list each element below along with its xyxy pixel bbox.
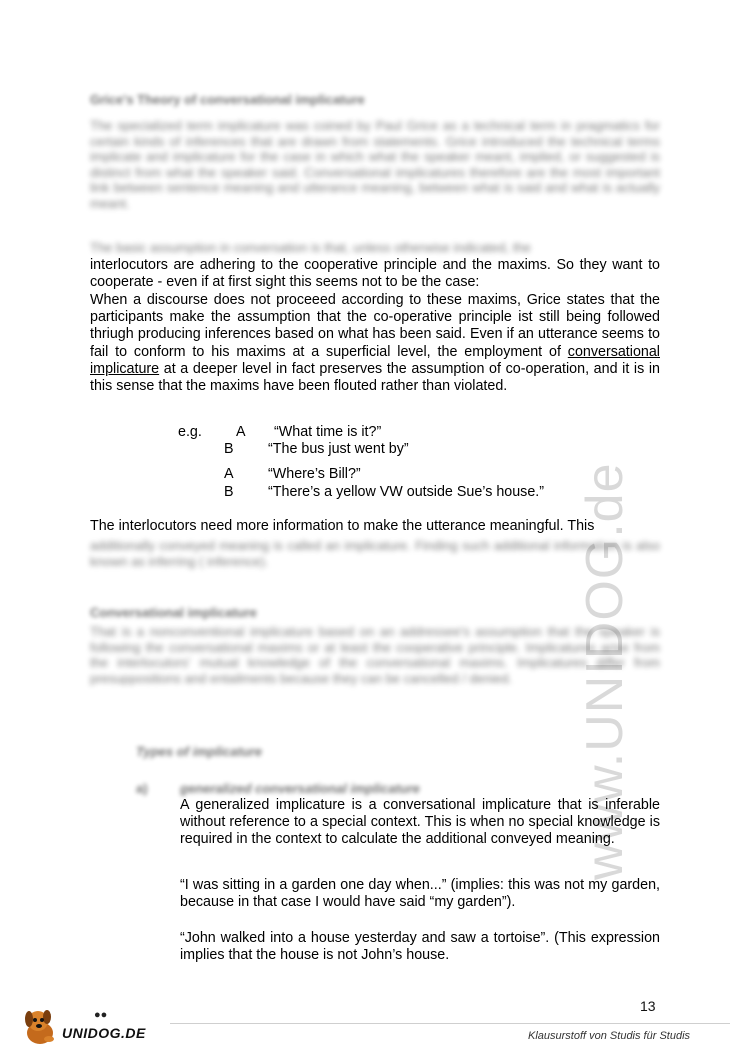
item-title-generalized: generalized conversational implicature (180, 781, 420, 796)
page-number: 13 (640, 998, 656, 1014)
example-utterance: “Where’s Bill?” (268, 466, 361, 482)
example-speaker: A (236, 424, 246, 440)
conversational-implicature-link[interactable]: conversational implicature (90, 343, 660, 377)
paragraph-intro: The specialized term implicature was coined by Paul Grice as a technical term in pragmatics for certain kinds of inferences that are drawn from statements. Grice introduced the technical terms implicate and implicature for the case in which what the speaker meant, implied, or suggested is distinct from what the speaker said. Conversational implicatures therefore are the most important link between sentence meaning and utterance meaning, between what is said and what is actually meant. (90, 118, 660, 211)
paragraph-assumption-blurred: The basic assumption in conversation is that, unless otherwise indicated, the (90, 240, 531, 255)
dog-mascot-icon (18, 1005, 62, 1049)
example-utterance: “There’s a yellow VW outside Sue’s house.” (268, 484, 545, 500)
definition-generalized: A generalized implicature is a conversational implicature that is inferable without reference to a special context. This is when no special knowledge is required in the context to calculate the additional conveyed meaning. (180, 797, 660, 848)
example-tortoise: “John walked into a house yesterday and saw a tortoise”. (This expression implies that the house is not John’s house. (180, 930, 660, 964)
list-marker: a) (136, 781, 148, 796)
paragraph-maxims-part2: at a deeper level in fact preserves the assumption of co-operation, and it is in this sense that the maxims have been flouted rather than violated. (90, 360, 660, 395)
section-title-conversational: Conversational implicature (90, 605, 257, 620)
footer-credit: Klausurstoff von Studis für Studis (528, 1030, 691, 1042)
example-garden: “I was sitting in a garden one day when...” (implies: this was not my garden, because in that case I would have said “my garden”). (180, 877, 660, 911)
eg-label: e.g. (178, 424, 202, 440)
section-title-types: Types of implicature (136, 744, 262, 759)
example-utterance: “What time is it?” (274, 424, 382, 440)
example-speaker: B (224, 441, 234, 457)
example-speaker: B (224, 484, 234, 500)
paragraph-interlocutors: The interlocutors need more information to make the utterance meaningful. This (90, 518, 595, 534)
paw-icon: ●● (94, 1009, 108, 1021)
footer-divider (170, 1023, 730, 1024)
paragraph-cooperate: interlocutors are adhering to the cooperative principle and the maxims. So they want to cooperate - even if at first sight this seems not to be the case: (90, 257, 660, 291)
paragraph-conversational: That is a nonconventional implicature based on an addressee's assumption that the speaker is following the conversational maxims or at least the cooperative principle. Implicatures arise from the interlocutors' mutual knowledge of the conversational maxims. Implicatures differ from presuppositions and entailments because they can be cancelled / denied. (90, 624, 660, 686)
paragraph-maxims (90, 292, 660, 395)
example-dialogues (178, 424, 598, 504)
watermark-text: www.UNIDOG.de (576, 462, 634, 880)
paragraph-implicature-blurred: additionally conveyed meaning is called an implicature. Finding such additional information is also known as inferring ( inference). (90, 538, 660, 569)
logo-text: UNIDOG.DE (62, 1025, 146, 1041)
section-title-grice: Grice's Theory of conversational implicature (90, 92, 365, 107)
paragraph-maxims-part1: When a discourse does not proceeed according to these maxims, Grice states that the participants make the assumption that the co-operative principle ist still being followed thriugh producing inferences based on what has been said. Even if an utterance seems to fail to conform to his maxims at a superficial level, the employment of (90, 292, 660, 360)
example-speaker: A (224, 466, 234, 482)
unidog-logo (18, 1005, 158, 1050)
example-utterance: “The bus just went by” (268, 441, 409, 457)
